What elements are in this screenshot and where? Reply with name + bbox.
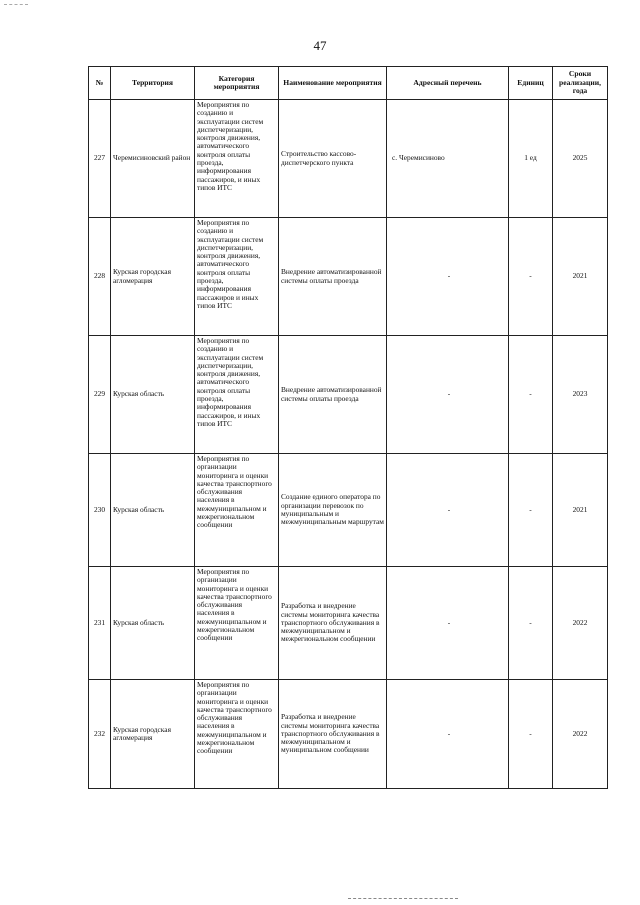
row-num: 232 — [89, 680, 111, 789]
row-territory: Курская городская агломерация — [111, 218, 195, 336]
row-years: 2023 — [553, 336, 608, 454]
table-header-row — [89, 67, 608, 100]
row-units: - — [509, 218, 553, 336]
row-territory: Курская область — [111, 454, 195, 567]
row-years: 2022 — [553, 567, 608, 680]
row-years: 2022 — [553, 680, 608, 789]
row-units: - — [509, 454, 553, 567]
row-num: 230 — [89, 454, 111, 567]
row-num: 228 — [89, 218, 111, 336]
header-years: Сроки реализации, года — [553, 67, 608, 100]
row-territory: Черемисиновский район — [111, 100, 195, 218]
table-row — [89, 454, 608, 567]
row-category: Мероприятия по организации мониторинга и оценки качества транспортного обслуживания населения в межмуниципальном и межрегиональном сообщении — [195, 680, 279, 789]
table-row — [89, 680, 608, 789]
header-name: Наименование мероприятия — [279, 67, 387, 100]
row-years: 2021 — [553, 218, 608, 336]
row-units: - — [509, 336, 553, 454]
row-units: - — [509, 680, 553, 789]
table-row — [89, 100, 608, 218]
row-num: 231 — [89, 567, 111, 680]
row-territory: Курская область — [111, 567, 195, 680]
page-number: 47 — [313, 38, 327, 53]
row-address: с. Черемисиново — [387, 100, 509, 218]
row-address: - — [387, 336, 509, 454]
row-category: Мероприятия по созданию и эксплуатации систем диспетчеризации, контроля движения, автоматического контроля оплаты проезда, информирования пассажиров, и иных типов ИТС — [195, 336, 279, 454]
header-num: № — [89, 67, 111, 100]
table-row — [89, 567, 608, 680]
header-address: Адресный перечень — [387, 67, 509, 100]
row-address: - — [387, 454, 509, 567]
row-address: - — [387, 680, 509, 789]
row-measure-name: Разработка и внедрение системы мониторинга качества транспортного обслуживания в межмуниципальном и межрегиональном сообщении — [279, 567, 387, 680]
row-category: Мероприятия по организации мониторинга и оценки качества транспортного обслуживания населения в межмуниципальном и межрегиональном сообщении — [195, 567, 279, 680]
row-years: 2025 — [553, 100, 608, 218]
measures-table — [88, 66, 608, 789]
table-row — [89, 218, 608, 336]
row-years: 2021 — [553, 454, 608, 567]
row-territory: Курская область — [111, 336, 195, 454]
header-units: Единиц — [509, 67, 553, 100]
row-address: - — [387, 567, 509, 680]
row-category: Мероприятия по созданию и эксплуатации систем диспетчеризации, контроля движения, автоматического контроля оплаты проезда, информирования пассажиров и иных типов ИТС — [195, 218, 279, 336]
row-measure-name: Внедрение автоматизированной системы оплаты проезда — [279, 218, 387, 336]
scan-artifact — [4, 4, 28, 6]
row-measure-name: Строительство кассово-диспетчерского пункта — [279, 100, 387, 218]
row-category: Мероприятия по организации мониторинга и оценки качества транспортного обслуживания населения в межмуниципальном и межрегиональном сообщении — [195, 454, 279, 567]
scan-artifact — [348, 898, 458, 901]
header-territory: Территория — [111, 67, 195, 100]
row-measure-name: Разработка и внедрение системы мониторинга качества транспортного обслуживания в межмуниципальном и муниципальном сообщении — [279, 680, 387, 789]
row-territory: Курская городская агломерация — [111, 680, 195, 789]
row-measure-name: Создание единого оператора по организации перевозок по муниципальным и межмуниципальным маршрутам — [279, 454, 387, 567]
row-num: 227 — [89, 100, 111, 218]
row-units: 1 ед — [509, 100, 553, 218]
row-num: 229 — [89, 336, 111, 454]
row-category: Мероприятия по созданию и эксплуатации систем диспетчеризации, контроля движения, автоматического контроля оплаты проезда, информирования пассажиров, и иных типов ИТС — [195, 100, 279, 218]
table-row — [89, 336, 608, 454]
row-units: - — [509, 567, 553, 680]
row-address: - — [387, 218, 509, 336]
header-category: Категория мероприятия — [195, 67, 279, 100]
row-measure-name: Внедрение автоматизированной системы оплаты проезда — [279, 336, 387, 454]
